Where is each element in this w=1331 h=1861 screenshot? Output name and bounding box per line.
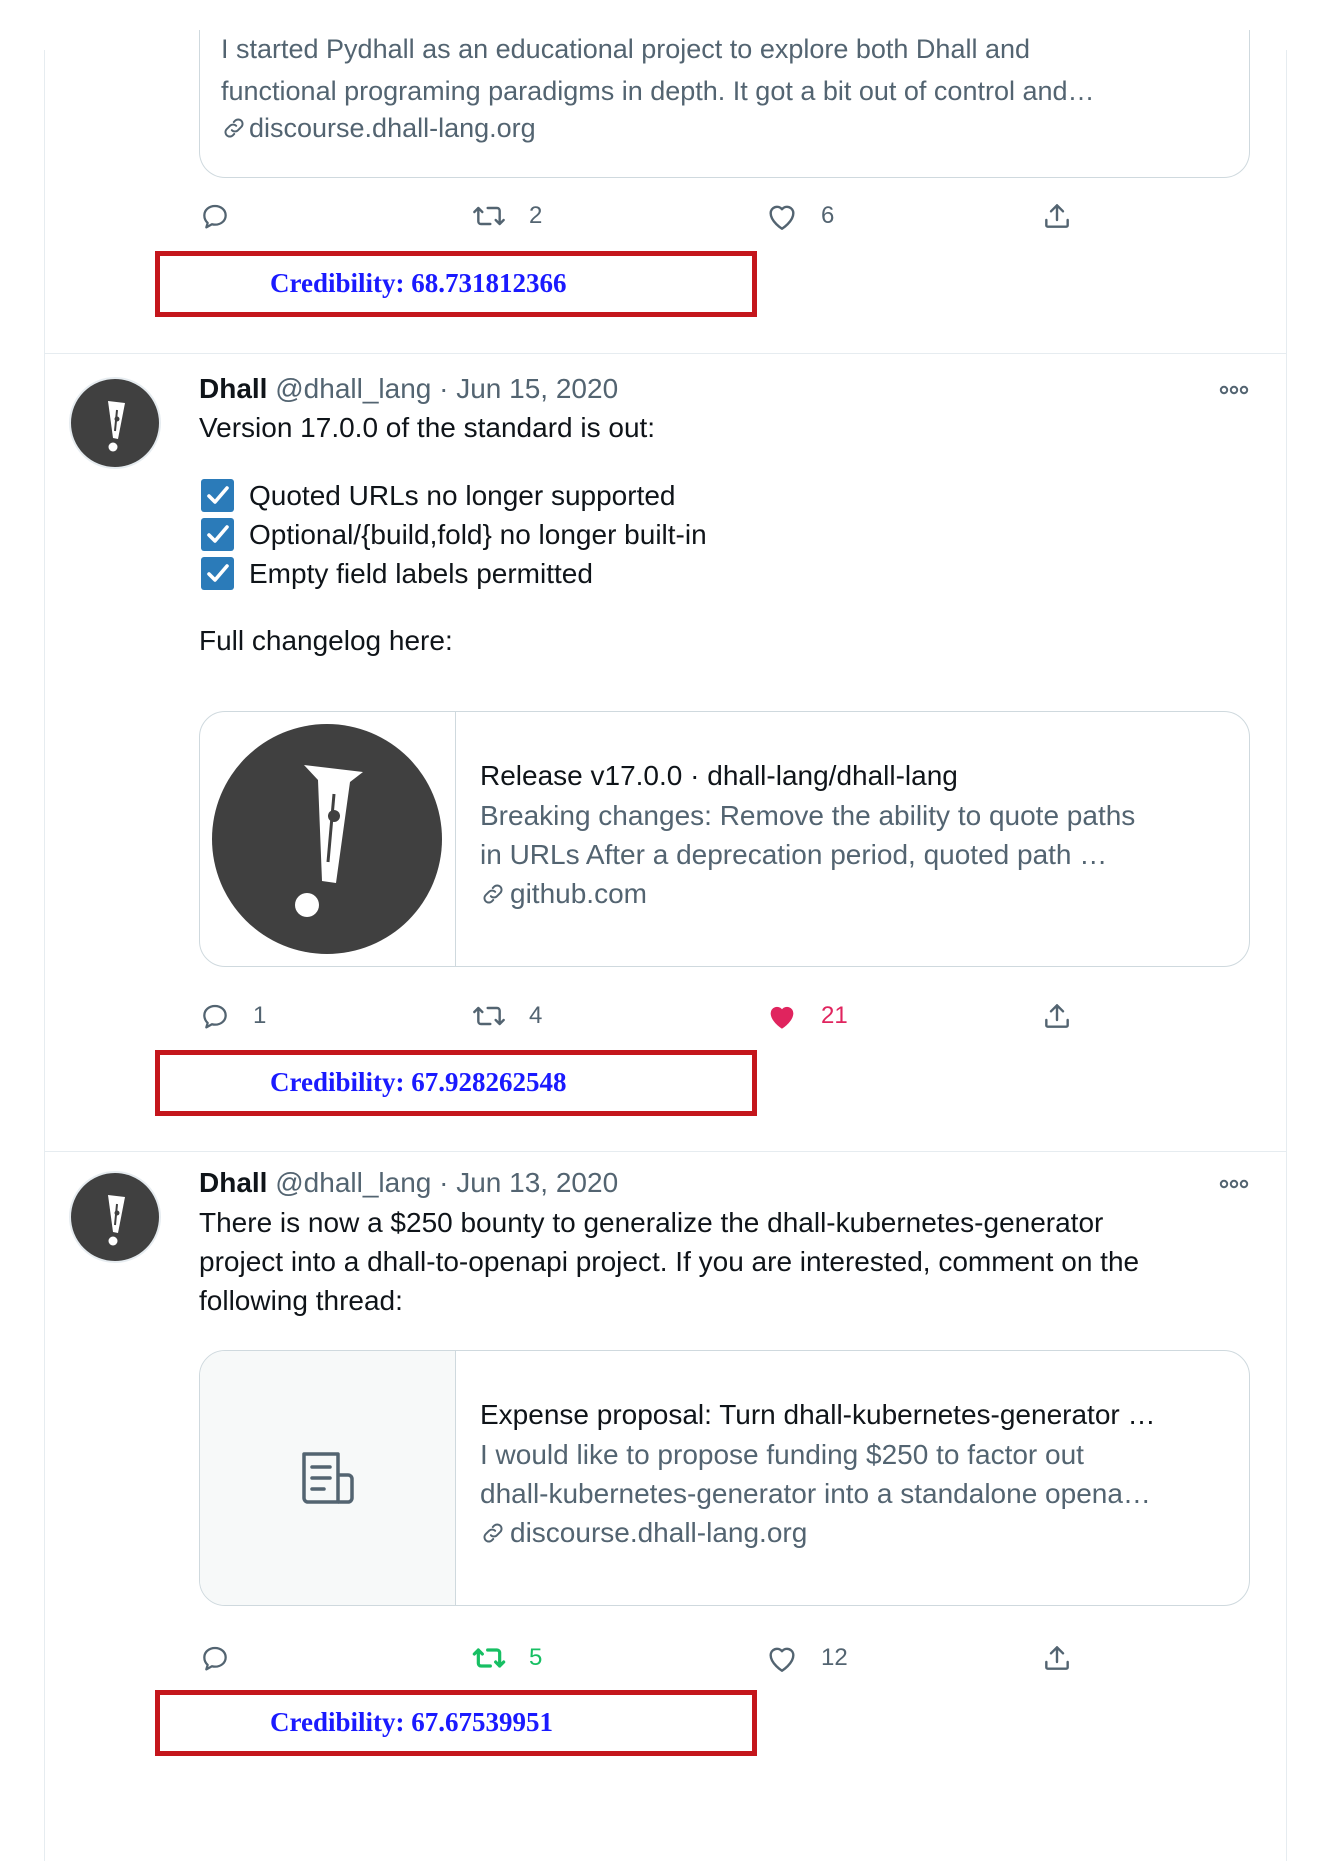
tweet-text-line: Full changelog here: (199, 625, 453, 656)
tweet-divider (45, 1151, 1286, 1152)
link-card[interactable] (199, 711, 1250, 967)
retweet-count: 2 (529, 202, 543, 229)
like-count: 21 (821, 1002, 848, 1029)
retweet-button[interactable] (471, 1638, 542, 1678)
author-name[interactable]: Dhall (199, 373, 268, 404)
tweet-text-line: There is now a $250 bounty to generalize the dhall-kubernetes-generator (199, 1207, 1104, 1238)
timeline (44, 34, 1287, 1861)
reply-button[interactable] (199, 196, 253, 236)
reply-button[interactable] (199, 996, 266, 1036)
tweet-actions (199, 996, 1099, 1036)
credibility-score: Credibility: 68.731812366 (270, 268, 567, 298)
tweet-text-line: project into a dhall-to-openapi project. If you are interested, comment on the (199, 1246, 1140, 1277)
document-icon (200, 1351, 455, 1605)
like-button[interactable] (765, 196, 834, 236)
share-icon (1041, 1642, 1073, 1674)
heart-icon (765, 200, 799, 232)
retweet-button[interactable] (471, 196, 542, 236)
card-description-line: I started Pydhall as an educational project to explore both Dhall and (221, 34, 1031, 64)
like-count: 6 (821, 202, 835, 229)
checklist-item: Empty field labels permitted (199, 554, 1259, 593)
tweet-actions (199, 1638, 1099, 1678)
card-description: Breaking changes: Remove the ability to quote paths in URLs After a deprecation period, quoted path … (480, 800, 1136, 870)
credibility-box (155, 1050, 757, 1116)
card-thumbnail (200, 1351, 456, 1605)
card-title: Expense proposal: Turn dhall-kubernetes-generator … (480, 1399, 1156, 1430)
card-domain-text: discourse.dhall-lang.org (249, 113, 536, 143)
author-handle[interactable]: @dhall_lang (275, 1167, 432, 1198)
more-options-icon[interactable] (1216, 380, 1252, 400)
dhall-logo-icon (200, 712, 455, 966)
check-mark-icon (201, 518, 234, 551)
reply-count: 1 (253, 1002, 267, 1029)
card-domain: discourse.dhall-lang.org (480, 1513, 1231, 1553)
separator: · (439, 1167, 449, 1198)
like-button[interactable] (765, 1638, 848, 1678)
dhall-logo-icon (71, 1173, 159, 1261)
reply-icon (199, 1000, 231, 1032)
card-description: I would like to propose funding $250 to factor out dhall-kubernetes-generator into a standalone opena… (480, 1439, 1151, 1509)
link-icon (480, 1520, 506, 1546)
card-body (480, 756, 1231, 914)
share-button[interactable] (1041, 196, 1073, 236)
tweet-date[interactable]: Jun 15, 2020 (456, 373, 619, 404)
more-options-icon[interactable] (1216, 1174, 1252, 1194)
tweet-header (199, 1167, 618, 1201)
card-description-line: functional programing paradigms in depth. It got a bit out of control and… (221, 76, 1095, 106)
separator: · (439, 373, 449, 404)
tweet-actions (199, 196, 1099, 236)
credibility-box (155, 1690, 757, 1756)
retweet-icon (471, 200, 507, 232)
tweet-text-line: Version 17.0.0 of the standard is out: (199, 412, 656, 443)
link-icon (221, 115, 247, 141)
checklist-item: Quoted URLs no longer supported (199, 476, 1259, 515)
share-button[interactable] (1041, 996, 1073, 1036)
heart-icon (765, 1642, 799, 1674)
author-handle[interactable]: @dhall_lang (275, 373, 432, 404)
link-card[interactable] (199, 1350, 1250, 1606)
credibility-score: Credibility: 67.928262548 (270, 1067, 567, 1097)
retweet-button[interactable] (471, 996, 542, 1036)
retweet-count: 5 (529, 1644, 543, 1671)
check-mark-icon (201, 557, 234, 590)
like-count: 12 (821, 1644, 848, 1671)
like-button[interactable] (765, 996, 848, 1036)
dhall-logo-icon (71, 379, 159, 467)
tweet-text-line: following thread: (199, 1285, 403, 1316)
link-card[interactable] (199, 30, 1250, 178)
card-domain: github.com (480, 874, 1231, 914)
card-title: Release v17.0.0 · dhall-lang/dhall-lang (480, 760, 958, 791)
card-thumbnail (200, 712, 456, 966)
tweet-date[interactable]: Jun 13, 2020 (456, 1167, 619, 1198)
author-name[interactable]: Dhall (199, 1167, 268, 1198)
check-mark-icon (201, 479, 234, 512)
heart-filled-icon (765, 1000, 799, 1032)
retweet-count: 4 (529, 1002, 543, 1029)
avatar[interactable] (69, 377, 161, 469)
retweet-active-icon (471, 1642, 507, 1674)
reply-icon (199, 200, 231, 232)
share-button[interactable] (1041, 1638, 1073, 1678)
card-domain (221, 113, 536, 144)
tweet-header (199, 373, 618, 407)
share-icon (1041, 200, 1073, 232)
reply-button[interactable] (199, 1638, 253, 1678)
tweet-divider (45, 353, 1286, 354)
retweet-icon (471, 1000, 507, 1032)
tweet-text (199, 1203, 1259, 1320)
link-icon (480, 881, 506, 907)
avatar[interactable] (69, 1171, 161, 1263)
credibility-box (155, 251, 757, 317)
share-icon (1041, 1000, 1073, 1032)
tweet-text (199, 408, 1259, 660)
reply-icon (199, 1642, 231, 1674)
credibility-score: Credibility: 67.67539951 (270, 1707, 553, 1737)
card-body (480, 1395, 1231, 1553)
checklist-item: Optional/{build,fold} no longer built-in (199, 515, 1259, 554)
